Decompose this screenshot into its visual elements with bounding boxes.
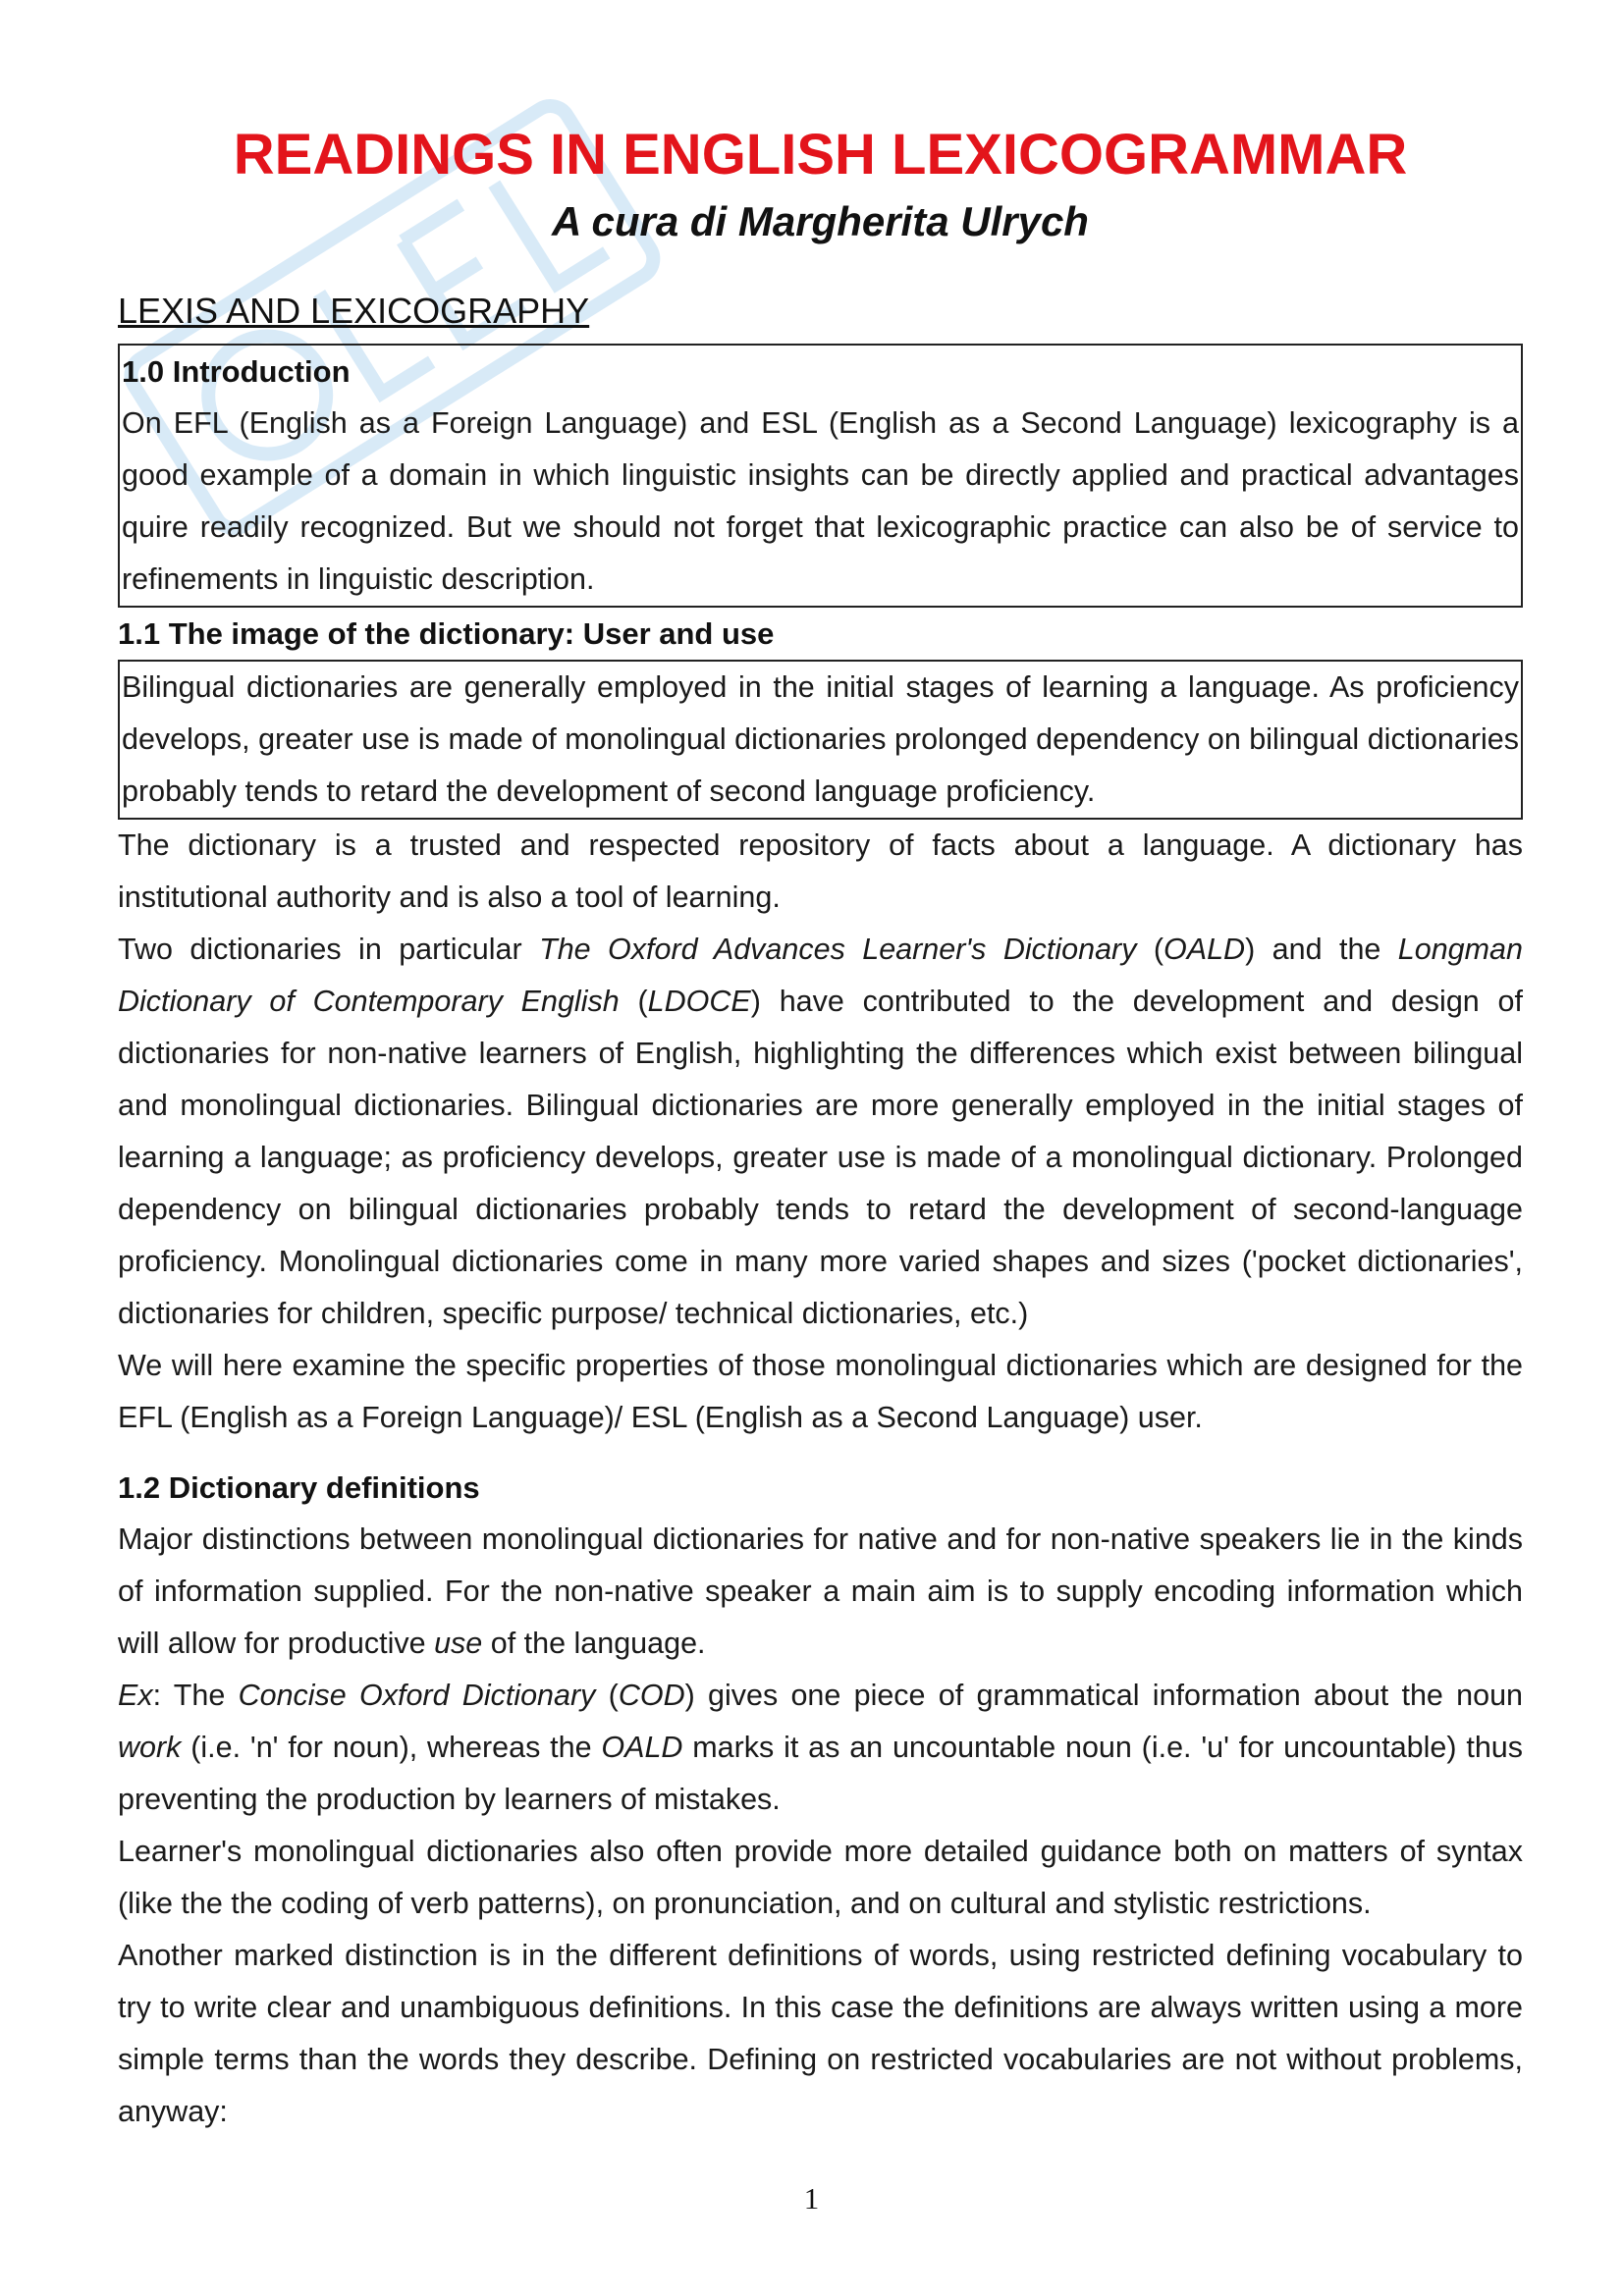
text-run: of the language. [482,1627,706,1660]
paragraph-restricted-vocabulary: Another marked distinction is in the different definitions of words, using restricted defining vocabulary to try to write clear and unambiguous definitions. In this case the definitions are always written using a more simple terms than the words they describe. Defining on restricted vocabularies are not without problems, anyway: [118,1939,1523,2128]
document-subtitle: A cura di Margherita Ulrych [552,198,1089,244]
user-and-use-box [118,660,1523,820]
boxed-text-part1: Bilingual dictionaries are generally employed in the initial stages of learning a language. As proficiency develops, greater use is made of monolingual dictionaries [122,670,1519,756]
italic-run: Ex [118,1679,153,1712]
paragraph-major-distinctions [118,1514,1523,1670]
introduction-box [118,344,1523,608]
italic-run: use [434,1627,483,1660]
italic-run: work [118,1731,182,1764]
text-run: ) gives one piece of grammatical information about the noun [684,1679,1523,1712]
text-run: (i.e. 'n' for noun), whereas the [181,1731,602,1764]
introduction-paragraph: On EFL (English as a Foreign Language) and ESL (English as a Second Language) lexicography is a good example of a domain in which linguistic insights can be directly applied and practical advantages quire readily recognized. But we should not forget that lexicographic practice can also be of service to refinements in linguistic description. [122,406,1519,596]
text-run: : The [152,1679,239,1712]
text-run: ) and the [1245,933,1398,966]
italic-run: Concise Oxford Dictionary [238,1679,596,1712]
italic-run: COD [618,1679,685,1712]
italic-run: The Oxford Advances Learner's Dictionary [539,933,1137,966]
text-run: ( [619,985,648,1018]
document-page [118,116,1523,2138]
user-and-use-boxed-paragraph [122,662,1519,818]
heading-introduction: 1.0 Introduction [122,354,351,389]
heading-user-and-use: 1.1 The image of the dictionary: User and use [118,616,775,651]
document-title: READINGS IN ENGLISH LEXICOGRAMMAR [233,123,1408,187]
section-title: LEXIS AND LEXICOGRAPHY [118,291,590,331]
italic-run: Longman Dictionary of Contemporary English [118,933,1523,1018]
paragraph-learner-guidance: Learner's monolingual dictionaries also often provide more detailed guidance both on matters of syntax (like the the coding of verb patterns), on pronunciation, and on cultural and stylistic restrictions. [118,1835,1523,1920]
italic-run: LDOCE [647,985,751,1018]
paragraph-efl-esl: We will here examine the specific properties of those monolingual dictionaries which are designed for the EFL (English as a Foreign Language)/ ESL (English as a Second Language) user. [118,1349,1523,1434]
boxed-text-part2: prolonged dependency on bilingual dictionaries probably tends to retard the development of second language proficiency. [122,722,1519,808]
paragraph-two-dictionaries [118,924,1523,1340]
text-run: ( [1136,933,1164,966]
text-run: Major distinctions between monolingual dictionaries for native and for non-native speakers lie in the kinds of information supplied. For the non-native speaker a main aim is to supply encoding information which will allow for productive [118,1522,1523,1660]
text-run: ) have contributed to the development and design of dictionaries for non-native learners of English, highlighting the differences which exist between bilingual and monolingual dictionaries. Bilingual dictionaries are more generally employed in the initial stages of learning a language; as proficiency develops, greater use is made of a monolingual dictionary. Prolonged dependency on bilingual dictionaries probably tends to retard the development of second-language proficiency. Monolingual dictionaries come in many more varied shapes and sizes ('pocket dictionaries', dictionaries for children, specific purpose/ technical dictionaries, etc.) [118,985,1523,1330]
heading-dictionary-definitions: 1.2 Dictionary definitions [118,1470,480,1505]
paragraph-example [118,1670,1523,1826]
text-run: ( [595,1679,619,1712]
page-number: 1 [803,2181,820,2216]
text-run: marks it as an uncountable noun (i.e. 'u' for uncountable) thus preventing the production by learners of mistakes. [118,1731,1523,1816]
italic-run: OALD [1163,933,1246,966]
text-run: Two dictionaries in particular [118,933,540,966]
paragraph-repository: The dictionary is a trusted and respected repository of facts about a language. A dictionary has institutional authority and is also a tool of learning. [118,828,1523,914]
italic-run: OALD [601,1731,683,1764]
